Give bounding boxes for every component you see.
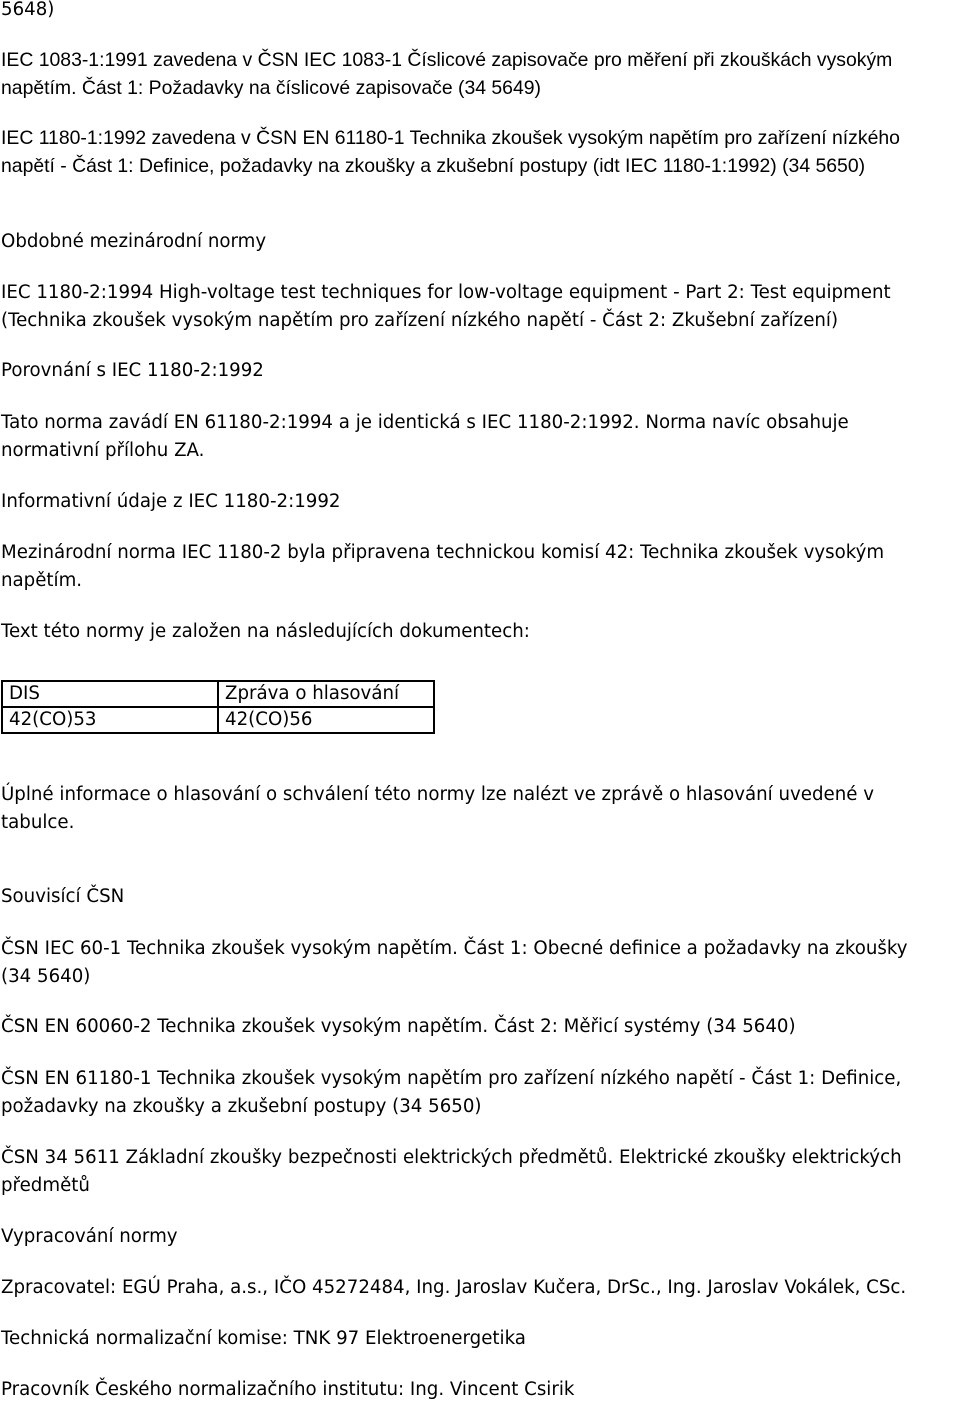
text-line: požadavky na zkoušky a zkušební postupy (34 5650): [1, 1096, 482, 1117]
table-cell-dis-value: 42(CO)53: [2, 707, 218, 733]
text-line: Úplné informace o hlasování o schválení této normy lze nalézt ve zprávě o hlasování uvedené v: [1, 784, 874, 805]
text-line: ČSN EN 60060-2 Technika zkoušek vysokým napětím. Část 2: Měřicí systémy (34 5640): [1, 1016, 796, 1037]
text-line: normativní přílohu ZA.: [1, 440, 205, 461]
voting-documents-table: [1, 680, 435, 734]
text-line: předmětů: [1, 1175, 90, 1196]
text-line: Text této normy je založen na následujících dokumentech:: [1, 621, 530, 642]
text-line: IEC 1180-2:1994 High-voltage test techniques for low-voltage equipment - Part 2: Test equipment: [1, 282, 891, 303]
text-line: napětím. Část 1: Požadavky na číslicové zapisovače (34 5649): [1, 77, 541, 99]
text-line: tabulce.: [1, 812, 75, 833]
table-cell-voting-report-value: 42(CO)56: [218, 707, 434, 733]
text-line: 5648): [1, 0, 55, 20]
table-row: [2, 707, 434, 733]
text-line: IEC 1083-1:1991 zavedena v ČSN IEC 1083-1 Číslicové zapisovače pro měření při zkouškách vysokým: [1, 49, 893, 71]
text-line: Technická normalizační komise: TNK 97 Elektroenergetika: [1, 1328, 526, 1349]
text-line: ČSN IEC 60-1 Technika zkoušek vysokým napětím. Část 1: Obecné definice a požadavky na zkoušky: [1, 938, 908, 959]
text-line: Tato norma zavádí EN 61180-2:1994 a je identická s IEC 1180-2:1992. Norma navíc obsahuje: [1, 412, 849, 433]
table-header-cell-dis: DIS: [2, 681, 218, 707]
text-line: IEC 1180-1:1992 zavedena v ČSN EN 61180-1 Technika zkoušek vysokým napětím pro zařízení nízkého: [1, 127, 900, 149]
text-line: ČSN 34 5611 Základní zkoušky bezpečnosti elektrických předmětů. Elektrické zkoušky elektrických: [1, 1147, 902, 1168]
section-heading: Porovnání s IEC 1180-2:1992: [1, 360, 264, 381]
text-line: Pracovník Českého normalizačního institutu: Ing. Vincent Csirik: [1, 1379, 575, 1400]
text-line: napětím.: [1, 570, 83, 591]
section-heading: Souvisící ČSN: [1, 886, 125, 907]
section-heading: Vypracování normy: [1, 1226, 178, 1247]
section-heading: Informativní údaje z IEC 1180-2:1992: [1, 491, 341, 512]
text-line: napětí - Část 1: Definice, požadavky na zkoušky a zkušební postupy (idt IEC 1180-1:1992) (34 5650): [1, 155, 866, 177]
section-heading: Obdobné mezinárodní normy: [1, 231, 267, 252]
text-line: (Technika zkoušek vysokým napětím pro zařízení nízkého napětí - Část 2: Zkušební zařízení): [1, 310, 839, 331]
text-line: ČSN EN 61180-1 Technika zkoušek vysokým napětím pro zařízení nízkého napětí - Část 1: Definice,: [1, 1068, 902, 1089]
table-header-row: [2, 681, 434, 707]
text-line: Zpracovatel: EGÚ Praha, a.s., IČO 45272484, Ing. Jaroslav Kučera, DrSc., Ing. Jaroslav Vokálek, CSc.: [1, 1277, 907, 1298]
text-line: (34 5640): [1, 966, 91, 987]
table-header-cell-voting-report: Zpráva o hlasování: [218, 681, 434, 707]
text-line: Mezinárodní norma IEC 1180-2 byla připravena technickou komisí 42: Technika zkoušek vysokým: [1, 542, 885, 563]
